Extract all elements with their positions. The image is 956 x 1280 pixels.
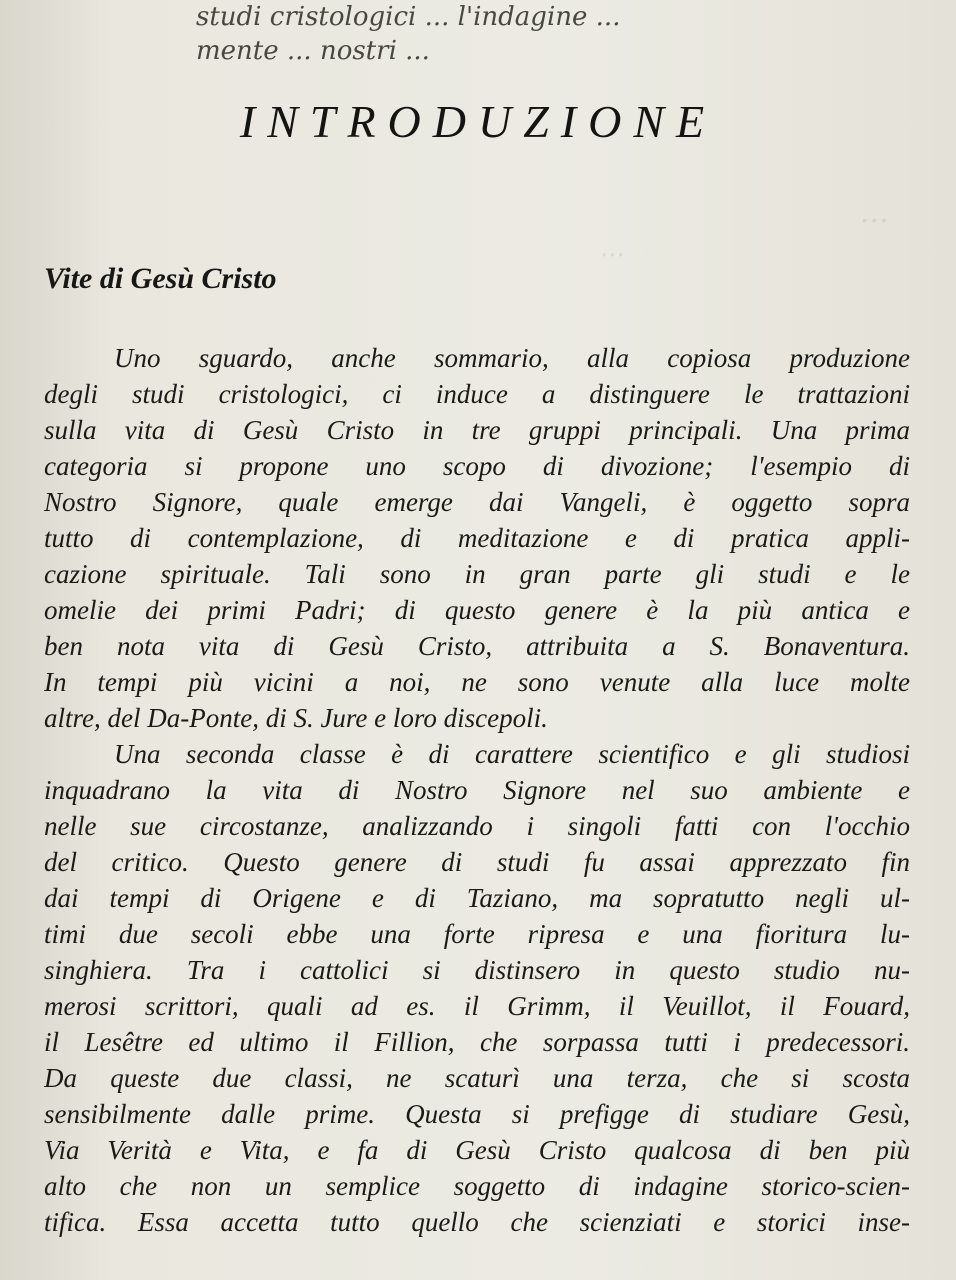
text-line: timi due secoli ebbe una forte ripresa e una fioritura lu-	[44, 919, 910, 949]
text-line: merosi scrittori, quali ad es. il Grimm, il Veuillot, il Fouard,	[44, 991, 910, 1021]
section-heading: Vite di Gesù Cristo	[44, 262, 277, 295]
text-line: Nostro Signore, quale emerge dai Vangeli, è oggetto sopra	[44, 487, 910, 517]
cut-off-top-text: studi cristologici ... l'indagine ... mente ... nostri ...	[196, 2, 621, 66]
bleed-through-text: ...	[600, 233, 625, 263]
text-line: sulla vita di Gesù Cristo in tre gruppi principali. Una prima	[44, 415, 910, 445]
text-line: Da queste due classi, ne scaturì una terza, che si scosta	[44, 1063, 910, 1093]
text-line: inquadrano la vita di Nostro Signore nel suo ambiente e	[44, 775, 910, 805]
text-line: degli studi cristologici, ci induce a distinguere le trattazioni	[44, 379, 910, 409]
text-line: In tempi più vicini a noi, ne sono venute alla luce molte	[44, 667, 910, 697]
text-line: Una seconda classe è di carattere scientifico e gli studiosi	[114, 739, 910, 769]
text-line: nelle sue circostanze, analizzando i singoli fatti con l'occhio	[44, 811, 910, 841]
text-line: omelie dei primi Padri; di questo genere è la più antica e	[44, 595, 910, 625]
text-line: ben nota vita di Gesù Cristo, attribuita a S. Bonaventura.	[44, 631, 910, 661]
chapter-title: INTRODUZIONE	[239, 96, 717, 147]
text-line: tutto di contemplazione, di meditazione e di pratica appli-	[44, 523, 910, 553]
text-line: altre, del Da-Ponte, di S. Jure e loro discepoli.	[44, 703, 548, 733]
text-line: sensibilmente dalle prime. Questa si prefigge di studiare Gesù,	[44, 1099, 910, 1129]
text-line: il Lesêtre ed ultimo il Fillion, che sorpassa tutti i predecessori.	[44, 1027, 910, 1057]
text-line: tifica. Essa accetta tutto quello che scienziati e storici inse-	[44, 1207, 910, 1237]
text-line: alto che non un semplice soggetto di indagine storico-scien-	[44, 1171, 910, 1201]
text-line: categoria si propone uno scopo di divozione; l'esempio di	[44, 451, 910, 481]
text-line: Via Verità e Vita, e fa di Gesù Cristo qualcosa di ben più	[44, 1135, 910, 1165]
text-line: Uno sguardo, anche sommario, alla copiosa produzione	[114, 343, 910, 373]
text-line: del critico. Questo genere di studi fu assai apprezzato fin	[44, 847, 910, 877]
body-text	[44, 340, 910, 1240]
text-line: dai tempi di Origene e di Taziano, ma sopratutto negli ul-	[44, 883, 910, 913]
bleed-through-heading: ...	[860, 195, 889, 230]
text-line: cazione spirituale. Tali sono in gran parte gli studi e le	[44, 559, 910, 589]
text-line: singhiera. Tra i cattolici si distinsero in questo studio nu-	[44, 955, 910, 985]
